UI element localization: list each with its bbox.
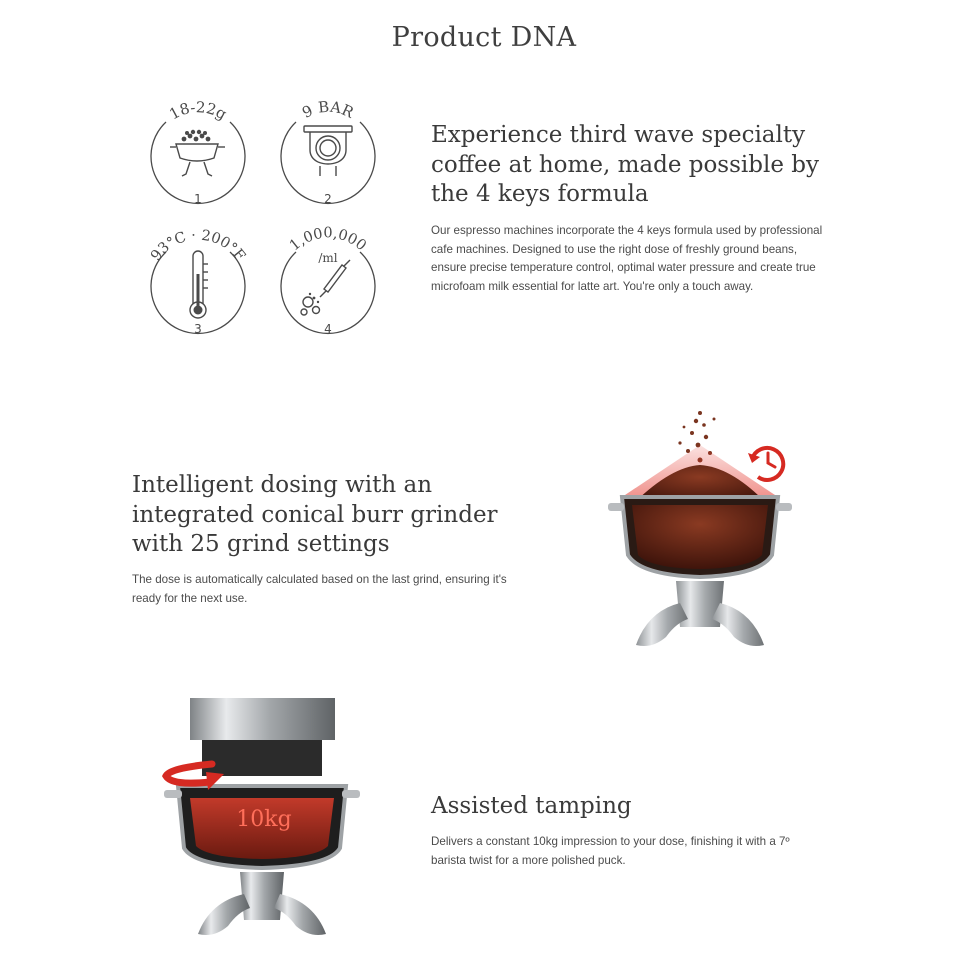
key-temperature	[140, 222, 256, 344]
tamp-force-label: 10kg	[236, 807, 292, 832]
thermometer-icon	[140, 222, 256, 344]
key-value: 18-22g	[166, 98, 230, 124]
key-dose	[140, 92, 256, 214]
key-value: 9 BAR	[299, 97, 357, 122]
tamping-heading: Assisted tamping	[431, 793, 632, 819]
key-number: 4	[324, 322, 332, 336]
dna-heading: Experience third wave specialty coffee at home, made possible by the 4 keys formula	[431, 122, 819, 207]
key-microfoam	[270, 222, 386, 344]
key-value: 93°C · 200°F	[148, 227, 248, 265]
key-number: 3	[194, 322, 202, 336]
pressure-gauge-icon	[270, 92, 386, 214]
key-value: 1,000,000	[286, 225, 370, 255]
timer-icon	[748, 448, 783, 480]
key-number: 2	[324, 192, 332, 206]
dosing-body: The dose is automatically calculated based on the last grind, ensuring it's ready for the next use.	[132, 573, 507, 605]
tamping-body: Delivers a constant 10kg impression to your dose, finishing it with a 7º barista twist for a more polished puck.	[431, 835, 790, 867]
dosing-heading: Intelligent dosing with an integrated conical burr grinder with 25 grind settings	[132, 472, 498, 557]
steam-wand-icon	[270, 222, 386, 344]
dna-body: Our espresso machines incorporate the 4 keys formula used by professional cafe machines. Designed to use the right dose of freshly ground beans, ensure precise temperature control, optimal water pressure and create true microfoam milk essential for latte art. You're only a touch away.	[431, 224, 823, 293]
grinder-dosing-illustration	[600, 405, 800, 655]
page-title: Product DNA	[391, 22, 577, 53]
tamper-illustration	[150, 698, 375, 948]
portafilter-beans-icon	[140, 92, 256, 214]
key-pressure	[270, 92, 386, 214]
key-unit: /ml	[318, 251, 338, 265]
four-keys-grid	[140, 92, 390, 344]
key-number: 1	[194, 192, 202, 206]
